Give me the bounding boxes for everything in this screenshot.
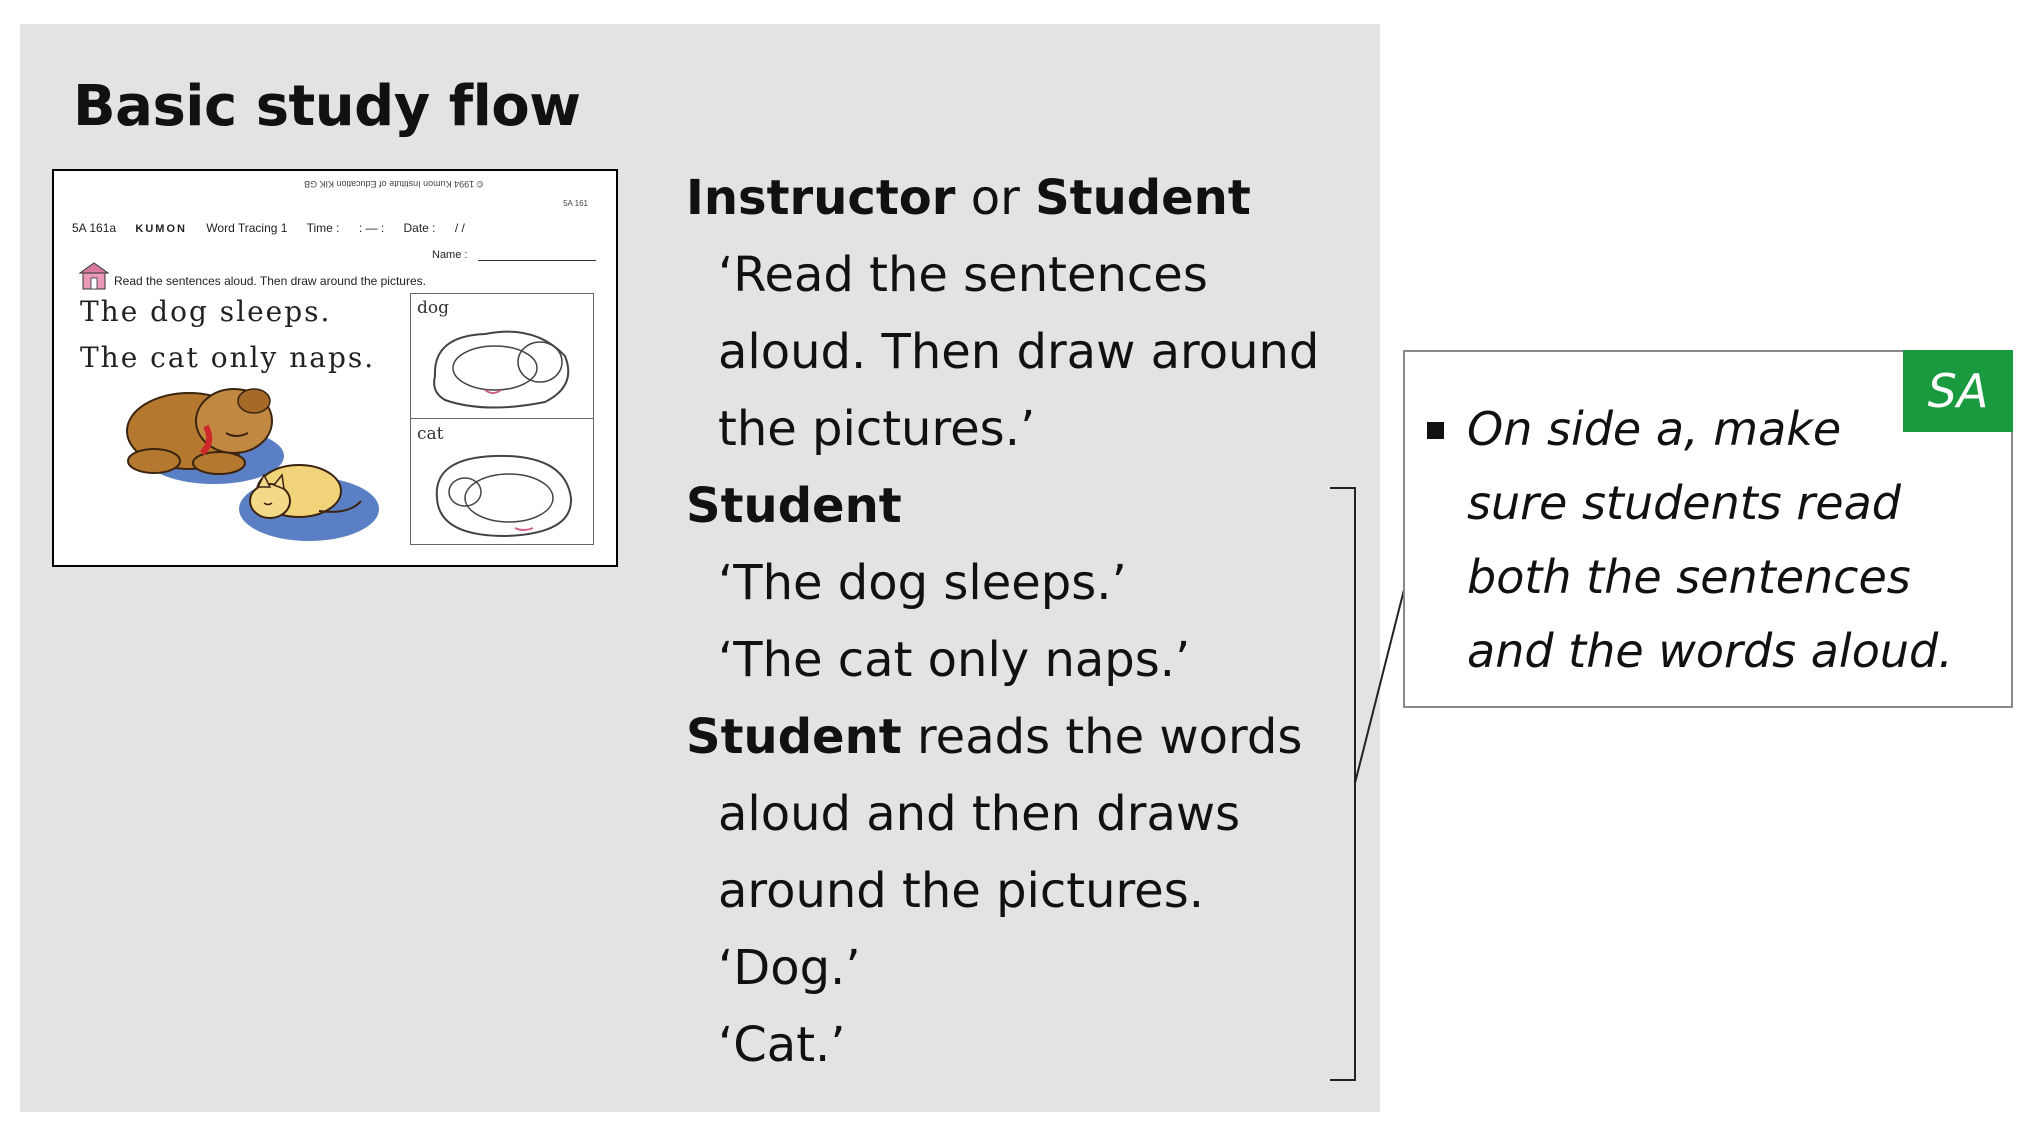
worksheet-sentence-2: The cat only naps.: [80, 341, 376, 374]
role-student: Student: [686, 709, 902, 765]
note-line: sure students read: [1467, 476, 1901, 530]
step-1-quote-line: aloud. Then draw around: [718, 324, 1320, 380]
step-3-text: reads the words: [901, 709, 1303, 765]
panel-title: Basic study flow: [73, 74, 581, 139]
step-2-quote-line: ‘The dog sleeps.’: [718, 555, 1127, 611]
level-badge: SA: [1903, 350, 2013, 432]
role-instructor: Instructor: [686, 170, 956, 226]
role-student: Student: [1035, 170, 1251, 226]
bullet-icon: [1427, 422, 1444, 439]
note-line: and the words aloud.: [1467, 624, 1953, 678]
role-student: Student: [686, 478, 902, 534]
note-line: On side a, make: [1467, 402, 1842, 456]
worksheet-section: Word Tracing 1: [206, 221, 288, 235]
teaching-note-box: [1403, 350, 2013, 708]
worksheet-date-blank: / /: [454, 221, 465, 235]
trace-label-dog: dog: [417, 298, 449, 318]
worksheet-name-label: Name :: [432, 249, 468, 261]
worksheet-page-number: 5A 161: [563, 199, 588, 208]
worksheet-brand: KUMON: [135, 223, 187, 235]
step-3-word: ‘Dog.’: [718, 940, 861, 996]
worksheet-time-label: Time :: [306, 221, 340, 235]
worksheet-time-blank: : — :: [358, 221, 385, 235]
note-line: both the sentences: [1467, 550, 1911, 604]
worksheet-copyright: © 1994 Kumon Institute of Education KIK GB: [304, 179, 484, 189]
step-2-quote-line: ‘The cat only naps.’: [718, 632, 1191, 688]
teaching-note-text: [1467, 392, 1987, 688]
worksheet-sentence-1: The dog sleeps.: [80, 295, 332, 328]
step-3-line: aloud and then draws: [718, 786, 1241, 842]
worksheet-date-label: Date :: [403, 221, 436, 235]
role-or: or: [955, 170, 1036, 226]
worksheet-instruction: Read the sentences aloud. Then draw around the pictures.: [114, 274, 426, 288]
step-1-quote-line: ‘Read the sentences: [718, 247, 1208, 303]
step-1-quote-line: the pictures.’: [718, 401, 1036, 457]
trace-label-cat: cat: [417, 424, 444, 444]
step-3-word: ‘Cat.’: [718, 1017, 846, 1073]
step-3-line: around the pictures.: [718, 863, 1204, 919]
worksheet-level: 5A 161a: [72, 221, 117, 235]
